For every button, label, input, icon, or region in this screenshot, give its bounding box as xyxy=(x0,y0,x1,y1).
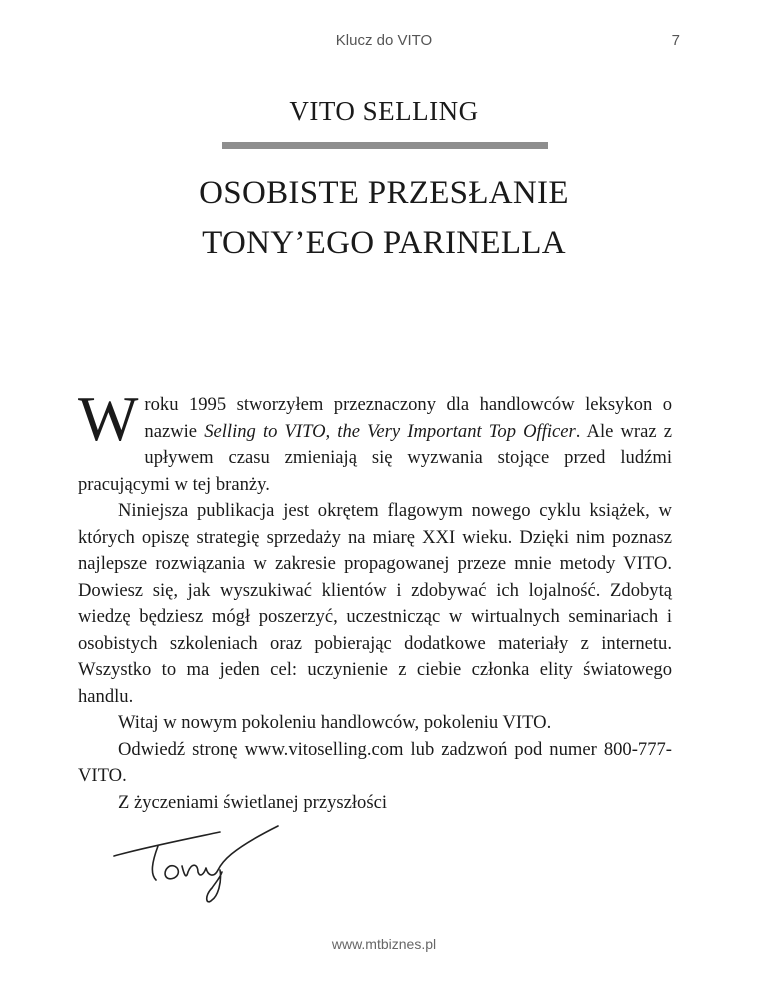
chapter-title-line-1: OSOBISTE PRZESŁANIE xyxy=(199,175,569,211)
running-header xyxy=(0,32,768,52)
running-title: Klucz do VITO xyxy=(335,32,433,49)
footer-url: www.mtbiznes.pl xyxy=(331,936,437,952)
book-title-italic: Selling to VITO, the Very Important Top Officer xyxy=(204,420,576,442)
chapter-title-line-2: TONY’EGO PARINELLA xyxy=(202,225,566,261)
paragraph-1-text-a: roku 1995 stworzyłem przeznaczony dla handlowców leksykon o nazwie xyxy=(144,394,672,442)
section-label: VITO SELLING xyxy=(289,96,479,126)
paragraph-4: Odwiedź stronę www.vitoselling.com lub zadzwoń pod numer 800-777-VITO. xyxy=(78,738,672,786)
paragraph-1 xyxy=(78,383,673,498)
body-text xyxy=(78,383,673,816)
title-divider xyxy=(222,142,548,149)
paragraph-3: Witaj w nowym pokoleniu handlowców, pokoleniu VITO. xyxy=(118,712,552,733)
signature xyxy=(112,822,292,912)
signature-stroke xyxy=(114,826,278,902)
paragraph-2: Niniejsza publikacja jest okrętem flagowym nowego cyklu książek, w których opiszę strategię sprzedaży na miarę XXI wieku. Dzięki nim poznasz najlepsze rozwiązania w zakresie propagowanej przeze mnie metody VITO. Dowiesz się, jak wyszukiwać klientów i zdobywać ich lojalność. Zdobytą wiedzę będziesz mógł poszerzyć, uczestnicząc w wirtualnych seminariach i osobistych szkoleniach oraz pobierając dodatkowe materiały z internetu. Wszystko to ma jeden cel: uczynienie z ciebie członka elity światowego handlu. xyxy=(78,500,672,707)
paragraph-1-text-b: . Ale wraz z upływem czasu zmieniają się wyzwania stojące przed ludźmi pracującymi w tej branży. xyxy=(78,420,673,495)
paragraph-5: Z życzeniami świetlanej przyszłości xyxy=(118,791,387,813)
drop-cap: W xyxy=(78,383,139,454)
chapter-title xyxy=(0,168,768,268)
page-number: 7 xyxy=(671,32,680,49)
